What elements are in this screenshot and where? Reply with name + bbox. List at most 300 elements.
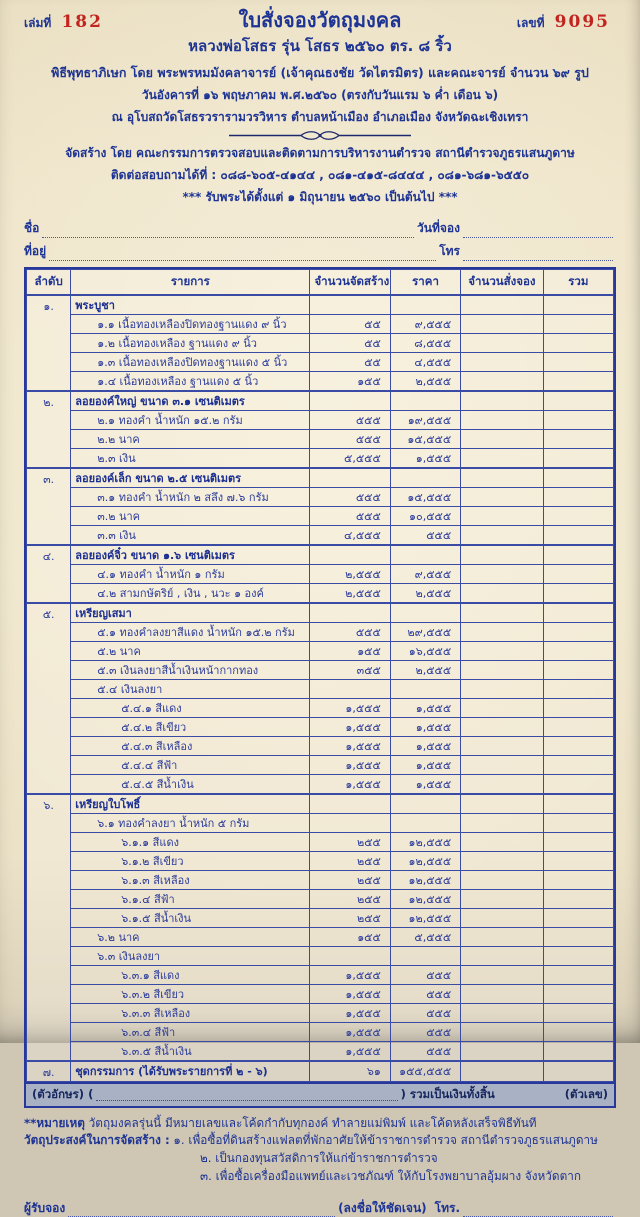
item-label: ๒.๓ เงิน bbox=[71, 448, 310, 468]
item-label: เหรียญเสมา bbox=[71, 603, 310, 623]
total-cell[interactable] bbox=[543, 295, 613, 315]
qty-made-cell: ๕๕๕ bbox=[310, 506, 390, 525]
table-row bbox=[27, 851, 614, 870]
price-cell: ๒,๕๕๕ bbox=[390, 583, 460, 603]
qty-made-cell bbox=[310, 679, 390, 698]
table-row bbox=[27, 487, 614, 506]
table-row bbox=[27, 371, 614, 391]
price-cell bbox=[390, 679, 460, 698]
price-cell: ๒,๕๕๕ bbox=[390, 660, 460, 679]
item-label: ๖.๑.๓ สีเหลือง bbox=[71, 870, 310, 889]
header-top-row bbox=[24, 6, 616, 33]
price-cell: ๔,๕๕๕ bbox=[390, 352, 460, 371]
qty-made-cell: ๒,๕๕๕ bbox=[310, 583, 390, 603]
item-label: ๓.๑ ทองคำ น้ำหนัก ๒ สลึง ๗.๖ กรัม bbox=[71, 487, 310, 506]
item-label: ๖.๓.๕ สีน้ำเงิน bbox=[71, 1041, 310, 1061]
price-cell: ๑,๕๕๕ bbox=[390, 755, 460, 774]
item-label: พระบูชา bbox=[71, 295, 310, 315]
qty-order-cell[interactable] bbox=[461, 965, 543, 984]
purpose-line-1 bbox=[24, 1132, 616, 1150]
total-cell[interactable] bbox=[543, 1061, 613, 1082]
qty-made-cell: ๒๕๕ bbox=[310, 908, 390, 927]
price-cell: ๕๕๕ bbox=[390, 525, 460, 545]
price-cell: ๑๖,๕๕๕ bbox=[390, 641, 460, 660]
table-row bbox=[27, 794, 614, 814]
total-cell[interactable] bbox=[543, 717, 613, 736]
item-label: ๖.๑ ทองคำลงยา น้ำหนัก ๕ กรัม bbox=[71, 813, 310, 832]
item-label: ๕.๔.๑ สีแดง bbox=[71, 698, 310, 717]
table-row bbox=[27, 1041, 614, 1061]
amount-letters-input-line[interactable] bbox=[96, 1088, 397, 1101]
order-table bbox=[26, 269, 614, 1082]
table-row bbox=[27, 333, 614, 352]
qty-made-cell: ๑,๕๕๕ bbox=[310, 984, 390, 1003]
item-label: ๑.๓ เนื้อทองเหลืองปิดทองฐานแดง ๕ นิ้ว bbox=[71, 352, 310, 371]
price-cell: ๑๙,๕๕๕ bbox=[390, 410, 460, 429]
doc-number bbox=[466, 6, 616, 33]
qty-made-cell: ๑,๕๕๕ bbox=[310, 1041, 390, 1061]
table-row bbox=[27, 927, 614, 946]
total-cell[interactable] bbox=[543, 774, 613, 794]
qty-order-cell[interactable] bbox=[461, 832, 543, 851]
qty-made-cell: ๑๕๕ bbox=[310, 371, 390, 391]
table-row bbox=[27, 545, 614, 565]
price-cell bbox=[390, 545, 460, 565]
row-index: ๕. bbox=[27, 603, 71, 794]
book-number-value: 182 bbox=[61, 12, 103, 32]
order-table-box bbox=[24, 267, 616, 1108]
qty-made-cell: ๑,๕๕๕ bbox=[310, 698, 390, 717]
qty-order-cell[interactable] bbox=[461, 564, 543, 583]
item-label: ลอยองค์เล็ก ขนาด ๒.๕ เซนติเมตร bbox=[71, 468, 310, 488]
qty-order-cell[interactable] bbox=[461, 927, 543, 946]
purpose-1-text: ๑. เพื่อซื้อที่ดินสร้างแฟลตที่พักอาศัยให้ข้าราชการตำรวจ สถานีตำรวจภูธรแสนภูดาษ bbox=[170, 1133, 598, 1147]
qty-made-cell: ๕,๕๕๕ bbox=[310, 448, 390, 468]
qty-order-cell[interactable] bbox=[461, 371, 543, 391]
row-index: ๔. bbox=[27, 545, 71, 603]
price-cell bbox=[390, 468, 460, 488]
table-row bbox=[27, 564, 614, 583]
price-cell: ๑,๕๕๕ bbox=[390, 774, 460, 794]
qty-made-cell: ๑,๕๕๕ bbox=[310, 736, 390, 755]
ceremony-line: พิธีพุทธาภิเษก โดย พระพรหมมังคลาจารย์ (เจ้าคุณธงชัย วัดไตรมิตร) และคณะจารย์ จำนวน ๖๙ รูป bbox=[24, 63, 616, 83]
item-label: ๔.๒ สามกษัตริย์ , เงิน , นวะ ๑ องค์ bbox=[71, 583, 310, 603]
total-cell[interactable] bbox=[543, 448, 613, 468]
qty-order-cell[interactable] bbox=[461, 794, 543, 814]
grand-total-label: ) รวมเป็นเงินทั้งสิ้น bbox=[401, 1086, 495, 1104]
item-label: ๑.๔ เนื้อทองเหลือง ฐานแดง ๕ นิ้ว bbox=[71, 371, 310, 391]
row-index: ๖. bbox=[27, 794, 71, 1061]
total-cell[interactable] bbox=[543, 641, 613, 660]
qty-made-cell: ๑,๕๕๕ bbox=[310, 774, 390, 794]
qty-order-cell[interactable] bbox=[461, 736, 543, 755]
purpose-line-3: ๓. เพื่อซื้อเครื่องมือแพทย์และเวชภัณฑ์ ให้กับโรงพยาบาลอุ้มผาง จังหวัดตาก bbox=[24, 1168, 616, 1186]
qty-made-cell: ๕๕๕ bbox=[310, 429, 390, 448]
qty-order-cell[interactable] bbox=[461, 774, 543, 794]
qty-made-cell bbox=[310, 946, 390, 965]
qty-order-cell[interactable] bbox=[461, 448, 543, 468]
total-cell[interactable] bbox=[543, 525, 613, 545]
table-row bbox=[27, 870, 614, 889]
amount-digits-label: (ตัวเลข) bbox=[565, 1086, 608, 1104]
price-cell: ๕๕๕ bbox=[390, 965, 460, 984]
phone-input-line[interactable] bbox=[463, 246, 613, 261]
qty-order-cell[interactable] bbox=[461, 622, 543, 641]
total-cell[interactable] bbox=[543, 984, 613, 1003]
total-cell[interactable] bbox=[543, 851, 613, 870]
order-date-label: วันที่จอง bbox=[417, 219, 460, 238]
qty-made-cell: ๕๕๕ bbox=[310, 410, 390, 429]
qty-order-cell[interactable] bbox=[461, 525, 543, 545]
price-cell: ๑๒,๕๕๕ bbox=[390, 832, 460, 851]
item-label: ๖.๑.๔ สีฟ้า bbox=[71, 889, 310, 908]
item-label: ๑.๑ เนื้อทองเหลืองปิดทองฐานแดง ๙ นิ้ว bbox=[71, 314, 310, 333]
col-header-total: รวม bbox=[543, 270, 613, 295]
qty-made-cell: ๑,๕๕๕ bbox=[310, 965, 390, 984]
qty-order-cell[interactable] bbox=[461, 1003, 543, 1022]
qty-made-cell bbox=[310, 545, 390, 565]
qty-made-cell: ๑,๕๕๕ bbox=[310, 1022, 390, 1041]
date-line: วันอังคารที่ ๑๖ พฤษภาคม พ.ศ.๒๕๖๐ (ตรงกับวันแรม ๖ ค่ำ เดือน ๖) bbox=[24, 86, 616, 105]
phone-label: โทร bbox=[439, 242, 460, 261]
remark-line bbox=[24, 1115, 616, 1133]
table-row bbox=[27, 1003, 614, 1022]
table-row bbox=[27, 774, 614, 794]
qty-made-cell: ๒๕๕ bbox=[310, 889, 390, 908]
qty-order-cell[interactable] bbox=[461, 984, 543, 1003]
table-row bbox=[27, 314, 614, 333]
item-label: ๕.๑ ทองคำลงยาสีแดง น้ำหนัก ๑๕.๒ กรัม bbox=[71, 622, 310, 641]
subtitle: หลวงพ่อโสธร รุ่น โสธร ๒๕๖๐ ตร. ๘ ริ้ว bbox=[24, 34, 616, 58]
doc-number-value: 9095 bbox=[555, 12, 610, 32]
table-row bbox=[27, 1022, 614, 1041]
qty-made-cell bbox=[310, 391, 390, 411]
item-label: ๖.๑.๕ สีน้ำเงิน bbox=[71, 908, 310, 927]
qty-made-cell: ๔,๕๕๕ bbox=[310, 525, 390, 545]
item-label: ๕.๒ นาค bbox=[71, 641, 310, 660]
qty-order-cell[interactable] bbox=[461, 1022, 543, 1041]
col-header-qty-made: จำนวนจัดสร้าง bbox=[310, 270, 390, 295]
qty-made-cell: ๑๕๕ bbox=[310, 927, 390, 946]
table-row bbox=[27, 410, 614, 429]
item-label: ลอยองค์ใหญ่ ขนาด ๓.๑ เซนติเมตร bbox=[71, 391, 310, 411]
order-table-body bbox=[27, 295, 614, 1082]
total-cell[interactable] bbox=[543, 946, 613, 965]
qty-made-cell bbox=[310, 468, 390, 488]
total-cell[interactable] bbox=[543, 679, 613, 698]
table-row bbox=[27, 622, 614, 641]
item-label: ๖.๒ นาค bbox=[71, 927, 310, 946]
table-row bbox=[27, 965, 614, 984]
qty-made-cell: ๕๕๕ bbox=[310, 487, 390, 506]
item-label: ๑.๒ เนื้อทองเหลือง ฐานแดง ๙ นิ้ว bbox=[71, 333, 310, 352]
table-row bbox=[27, 660, 614, 679]
qty-order-cell[interactable] bbox=[461, 717, 543, 736]
price-cell: ๑๕,๕๕๕ bbox=[390, 487, 460, 506]
ornament-divider-icon bbox=[24, 129, 616, 142]
price-cell: ๙,๕๕๕ bbox=[390, 564, 460, 583]
qty-order-cell[interactable] bbox=[461, 545, 543, 565]
table-row bbox=[27, 698, 614, 717]
total-cell[interactable] bbox=[543, 429, 613, 448]
item-label: ๖.๓.๑ สีแดง bbox=[71, 965, 310, 984]
item-label: ๕.๔.๔ สีฟ้า bbox=[71, 755, 310, 774]
receiver-phone-input-line[interactable] bbox=[463, 1202, 613, 1217]
receive-line: *** รับพระได้ตั้งแต่ ๑ มิถุนายน ๒๕๖๐ เป็นต้นไป *** bbox=[24, 188, 616, 207]
price-cell: ๑,๕๕๕ bbox=[390, 717, 460, 736]
price-cell bbox=[390, 794, 460, 814]
table-row bbox=[27, 946, 614, 965]
table-row bbox=[27, 889, 614, 908]
price-cell: ๑๒,๕๕๕ bbox=[390, 851, 460, 870]
price-cell: ๑๐,๕๕๕ bbox=[390, 506, 460, 525]
item-label: ๕.๔.๕ สีน้ำเงิน bbox=[71, 774, 310, 794]
qty-made-cell: ๕๕ bbox=[310, 333, 390, 352]
total-cell[interactable] bbox=[543, 410, 613, 429]
row-index: ๒. bbox=[27, 391, 71, 468]
qty-order-cell[interactable] bbox=[461, 870, 543, 889]
qty-made-cell: ๒๕๕ bbox=[310, 832, 390, 851]
total-cell[interactable] bbox=[543, 391, 613, 411]
total-cell[interactable] bbox=[543, 468, 613, 488]
price-cell: ๘,๕๕๕ bbox=[390, 333, 460, 352]
total-cell[interactable] bbox=[543, 813, 613, 832]
grand-total-row bbox=[26, 1082, 614, 1106]
qty-order-cell[interactable] bbox=[461, 410, 543, 429]
address-label: ที่อยู่ bbox=[24, 242, 46, 261]
customer-fields bbox=[24, 215, 616, 261]
qty-made-cell: ๒๕๕ bbox=[310, 870, 390, 889]
amount-letters-label: (ตัวอักษร) ( bbox=[32, 1086, 93, 1104]
row-index: ๓. bbox=[27, 468, 71, 545]
total-cell[interactable] bbox=[543, 564, 613, 583]
item-label: ๖.๓.๒ สีเขียว bbox=[71, 984, 310, 1003]
total-cell[interactable] bbox=[543, 1041, 613, 1061]
row-index: ๗. bbox=[27, 1061, 71, 1082]
total-cell[interactable] bbox=[543, 870, 613, 889]
remark-label: **หมายเหตุ bbox=[24, 1116, 85, 1130]
price-cell: ๕๕๕ bbox=[390, 1022, 460, 1041]
table-row bbox=[27, 755, 614, 774]
qty-order-cell[interactable] bbox=[461, 583, 543, 603]
qty-order-cell[interactable] bbox=[461, 468, 543, 488]
total-cell[interactable] bbox=[543, 371, 613, 391]
total-cell[interactable] bbox=[543, 698, 613, 717]
qty-order-cell[interactable] bbox=[461, 429, 543, 448]
item-label: ๖.๓.๓ สีเหลือง bbox=[71, 1003, 310, 1022]
item-label: ๕.๓ เงินลงยาสีน้ำเงินหน้ากากทอง bbox=[71, 660, 310, 679]
price-cell: ๒,๕๕๕ bbox=[390, 371, 460, 391]
price-cell: ๙,๕๕๕ bbox=[390, 314, 460, 333]
total-cell[interactable] bbox=[543, 487, 613, 506]
item-label: ๖.๑.๒ สีเขียว bbox=[71, 851, 310, 870]
table-row bbox=[27, 429, 614, 448]
qty-order-cell[interactable] bbox=[461, 1041, 543, 1061]
qty-order-cell[interactable] bbox=[461, 603, 543, 623]
qty-made-cell: ๒๕๕ bbox=[310, 851, 390, 870]
total-cell[interactable] bbox=[543, 1022, 613, 1041]
qty-made-cell: ๕๕ bbox=[310, 314, 390, 333]
remark-text: วัตถุมงคลรุ่นนี้ มีหมายเลขและโค้ดกำกับทุกองค์ ทำลายแม่พิมพ์ และโค้ดหลังเสร็จพิธีทันที bbox=[85, 1116, 537, 1130]
total-cell[interactable] bbox=[543, 755, 613, 774]
price-cell: ๕๕๕ bbox=[390, 1041, 460, 1061]
price-cell: ๕๕๕ bbox=[390, 1003, 460, 1022]
qty-made-cell: ๖๑ bbox=[310, 1061, 390, 1082]
order-date-input-line[interactable] bbox=[463, 223, 613, 238]
address-input-line[interactable] bbox=[49, 246, 436, 261]
qty-order-cell[interactable] bbox=[461, 1061, 543, 1082]
price-cell: ๕๕๕ bbox=[390, 984, 460, 1003]
builder-line: จัดสร้าง โดย คณะกรรมการตรวจสอบและติดตามการบริหารงานตำรวจ สถานีตำรวจภูธรแสนภูดาษ bbox=[24, 144, 616, 163]
price-cell: ๑,๕๕๕ bbox=[390, 736, 460, 755]
table-row bbox=[27, 391, 614, 411]
total-cell[interactable] bbox=[543, 927, 613, 946]
item-label: ๕.๔.๓ สีเหลือง bbox=[71, 736, 310, 755]
table-row bbox=[27, 717, 614, 736]
total-cell[interactable] bbox=[543, 794, 613, 814]
total-cell[interactable] bbox=[543, 545, 613, 565]
book-number-label: เล่มที่ bbox=[24, 16, 51, 30]
place-line: ณ อุโบสถวัดโสธรวรารามวรวิหาร ตำบลหน้าเมือง อำเภอเมือง จังหวัดฉะเชิงเทรา bbox=[24, 108, 616, 127]
total-cell[interactable] bbox=[543, 1003, 613, 1022]
qty-order-cell[interactable] bbox=[461, 813, 543, 832]
item-label: ๖.๓.๔ สีฟ้า bbox=[71, 1022, 310, 1041]
table-row bbox=[27, 1061, 614, 1082]
total-cell[interactable] bbox=[543, 352, 613, 371]
item-label: ๒.๑ ทองคำ น้ำหนัก ๑๕.๒ กรัม bbox=[71, 410, 310, 429]
table-row bbox=[27, 506, 614, 525]
item-label: ๔.๑ ทองคำ น้ำหนัก ๑ กรัม bbox=[71, 564, 310, 583]
receiver-sign-row bbox=[24, 1195, 616, 1217]
total-cell[interactable] bbox=[543, 314, 613, 333]
qty-made-cell: ๕๕๕ bbox=[310, 622, 390, 641]
table-row bbox=[27, 525, 614, 545]
qty-made-cell bbox=[310, 794, 390, 814]
table-row bbox=[27, 468, 614, 488]
purpose-label: วัตถุประสงค์ในการจัดสร้าง : bbox=[24, 1133, 170, 1147]
qty-made-cell: ๑,๕๕๕ bbox=[310, 755, 390, 774]
name-input-line[interactable] bbox=[42, 223, 414, 238]
total-cell[interactable] bbox=[543, 660, 613, 679]
footer-notes bbox=[24, 1115, 616, 1217]
price-cell bbox=[390, 391, 460, 411]
purpose-line-2: ๒. เป็นกองทุนสวัสดิการให้แก่ข้าราชการตำรวจ bbox=[24, 1150, 616, 1168]
qty-made-cell bbox=[310, 813, 390, 832]
item-label: ๒.๒ นาค bbox=[71, 429, 310, 448]
col-header-qty-order: จำนวนสั่งจอง bbox=[461, 270, 543, 295]
receiver-sign-input-line[interactable] bbox=[68, 1202, 335, 1217]
total-cell[interactable] bbox=[543, 506, 613, 525]
total-cell[interactable] bbox=[543, 908, 613, 927]
qty-order-cell[interactable] bbox=[461, 333, 543, 352]
item-label: ๕.๔ เงินลงยา bbox=[71, 679, 310, 698]
total-cell[interactable] bbox=[543, 603, 613, 623]
qty-order-cell[interactable] bbox=[461, 391, 543, 411]
table-row bbox=[27, 295, 614, 315]
qty-order-cell[interactable] bbox=[461, 908, 543, 927]
total-cell[interactable] bbox=[543, 622, 613, 641]
table-header-row bbox=[27, 270, 614, 295]
book-number bbox=[24, 6, 174, 33]
contact-line: ติดต่อสอบถามได้ที่ : ๐๘๘-๖๐๕-๔๑๔๔ , ๐๘๑-๔๑๕-๘๔๔๔ , ๐๘๑-๖๘๑-๖๕๕๐ bbox=[24, 166, 616, 185]
qty-order-cell[interactable] bbox=[461, 506, 543, 525]
qty-order-cell[interactable] bbox=[461, 946, 543, 965]
item-label: เหรียญใบโพธิ์ bbox=[71, 794, 310, 814]
total-cell[interactable] bbox=[543, 583, 613, 603]
item-label: ๖.๑.๑ สีแดง bbox=[71, 832, 310, 851]
price-cell: ๑๒,๕๕๕ bbox=[390, 870, 460, 889]
qty-order-cell[interactable] bbox=[461, 352, 543, 371]
price-cell: ๑๕๕,๕๕๕ bbox=[390, 1061, 460, 1082]
price-cell: ๑๒,๕๕๕ bbox=[390, 889, 460, 908]
total-cell[interactable] bbox=[543, 832, 613, 851]
qty-made-cell: ๑,๕๕๕ bbox=[310, 1003, 390, 1022]
qty-made-cell bbox=[310, 295, 390, 315]
page-title: ใบสั่งจองวัตถุมงคล bbox=[174, 6, 466, 32]
total-cell[interactable] bbox=[543, 736, 613, 755]
price-cell: ๑,๕๕๕ bbox=[390, 448, 460, 468]
qty-order-cell[interactable] bbox=[461, 755, 543, 774]
item-label: ๓.๓ เงิน bbox=[71, 525, 310, 545]
sign-clear-note: (ลงชื่อให้ชัดเจน) bbox=[338, 1199, 427, 1217]
price-cell bbox=[390, 295, 460, 315]
qty-made-cell: ๓๕๕ bbox=[310, 660, 390, 679]
qty-made-cell: ๑๕๕ bbox=[310, 641, 390, 660]
item-label: ๓.๒ นาค bbox=[71, 506, 310, 525]
table-row bbox=[27, 352, 614, 371]
qty-order-cell[interactable] bbox=[461, 889, 543, 908]
qty-order-cell[interactable] bbox=[461, 698, 543, 717]
table-row bbox=[27, 603, 614, 623]
total-cell[interactable] bbox=[543, 965, 613, 984]
col-header-price: ราคา bbox=[390, 270, 460, 295]
item-label: ชุดกรรมการ (ได้รับพระรายการที่ ๒ - ๖) bbox=[71, 1061, 310, 1082]
qty-order-cell[interactable] bbox=[461, 660, 543, 679]
qty-made-cell: ๕๕ bbox=[310, 352, 390, 371]
price-cell bbox=[390, 813, 460, 832]
item-label: ๕.๔.๒ สีเขียว bbox=[71, 717, 310, 736]
total-cell[interactable] bbox=[543, 889, 613, 908]
item-label: ลอยองค์จิ๋ว ขนาด ๑.๖ เซนติเมตร bbox=[71, 545, 310, 565]
qty-order-cell[interactable] bbox=[461, 641, 543, 660]
total-cell[interactable] bbox=[543, 333, 613, 352]
price-cell: ๕,๕๕๕ bbox=[390, 927, 460, 946]
qty-order-cell[interactable] bbox=[461, 679, 543, 698]
qty-made-cell: ๑,๕๕๕ bbox=[310, 717, 390, 736]
table-row bbox=[27, 832, 614, 851]
receiver-label: ผู้รับจอง bbox=[24, 1199, 65, 1217]
receiver-phone-label: โทร. bbox=[435, 1199, 460, 1217]
qty-order-cell[interactable] bbox=[461, 295, 543, 315]
item-label: ๖.๓ เงินลงยา bbox=[71, 946, 310, 965]
col-header-index: ลำดับ bbox=[27, 270, 71, 295]
col-header-item: รายการ bbox=[71, 270, 310, 295]
qty-order-cell[interactable] bbox=[461, 487, 543, 506]
row-index: ๑. bbox=[27, 295, 71, 391]
table-row bbox=[27, 583, 614, 603]
price-cell bbox=[390, 603, 460, 623]
qty-order-cell[interactable] bbox=[461, 851, 543, 870]
table-row bbox=[27, 813, 614, 832]
table-row bbox=[27, 448, 614, 468]
price-cell: ๑๒,๕๕๕ bbox=[390, 908, 460, 927]
qty-order-cell[interactable] bbox=[461, 314, 543, 333]
price-cell bbox=[390, 946, 460, 965]
table-row bbox=[27, 679, 614, 698]
qty-made-cell bbox=[310, 603, 390, 623]
qty-made-cell: ๒,๕๕๕ bbox=[310, 564, 390, 583]
name-label: ชื่อ bbox=[24, 219, 39, 238]
